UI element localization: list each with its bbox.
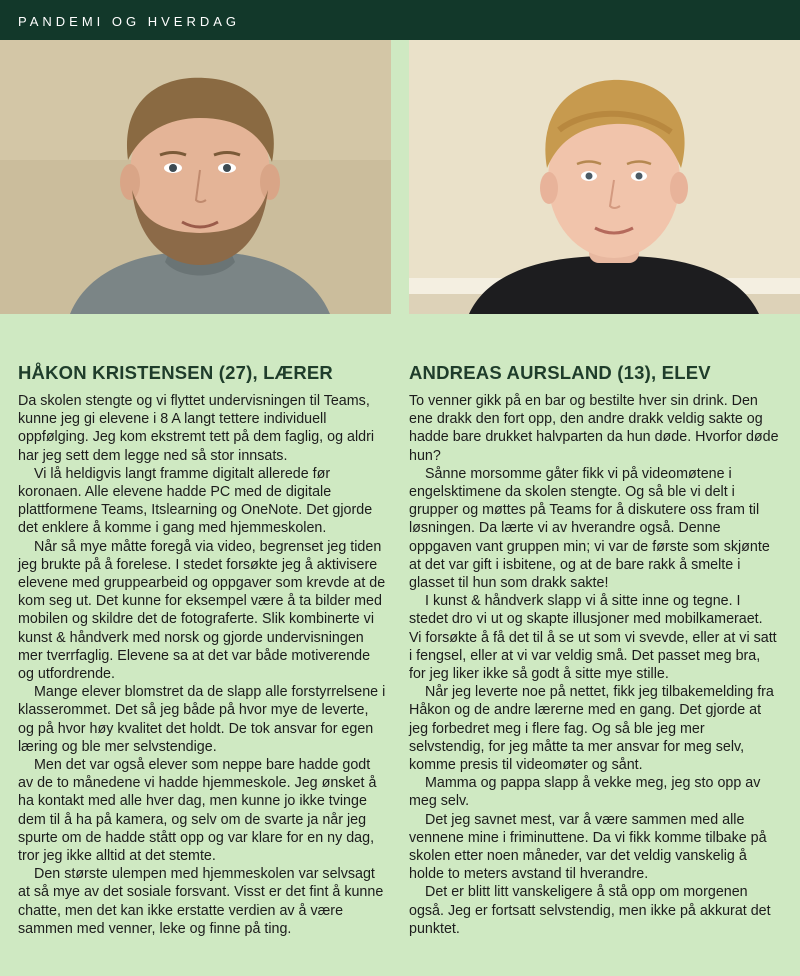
teacher-paragraph-3: Når så mye måtte foregå via video, begrenset jeg tiden jeg brukte på å forelese. I stedet forsøkte jeg å aktivisere elevene med gruppearbeid og oppgaver som krevde at de kom seg ut. Det kunne for eksempel være å ta bilder med mobilen og skildre det de fotograferte. Slik kombinerte vi kunst & håndverk med norsk og gjorde undervisningen mer tverrfaglig. Elevene sa at det var både motiverende og utfordrende. — [18, 538, 386, 683]
teacher-paragraph-6: Den største ulempen med hjemmeskolen var selvsagt at så mye av det sosiale forsvant. Visst er det fint å kunne chatte, men det kan ikke erstatte verdien av å være sammen med venner, leke og finne på ting. — [18, 866, 384, 937]
student-paragraph-4: Når jeg leverte noe på nettet, fikk jeg tilbakemelding fra Håkon og de andre lærerne med en gang. Det gjorde at jeg forbedret meg i flere fag. Og så ble jeg mer selvstendig, for jeg måtte ta mer ansvar for meg selv, komme presis til videomøter og sånt. — [409, 684, 774, 774]
teacher-portrait-photo — [0, 40, 391, 314]
teacher-article-column — [18, 362, 388, 938]
student-paragraph-3: I kunst & håndverk slapp vi å sitte inne og tegne. I stedet dro vi ut og skapte illusjoner med mobilkameraet. Vi forsøkte å få det til å se ut som vi svevde, eller at vi satt i fengsel, eller at vi var veldig små. Det passet meg bra, for jeg liker ikke så godt å sitte mye stille. — [409, 593, 777, 683]
student-paragraph-6: Det jeg savnet mest, var å være sammen med alle vennene mine i friminuttene. Da vi fikk komme tilbake på skolen etter noen måneder, var det veldig vanskelig å holde to meters avstand til hverandre. — [409, 811, 767, 883]
student-paragraph-2: Sånne morsomme gåter fikk vi på videomøtene i engelsktimene da skolen stengte. Og så ble vi delt i grupper og møttes på Teams for å diskutere oss fram til løsningen. Da lærte vi av hverandre også. Denne oppgaven vant gruppen min; vi var de første som skjønte at det var gift i isbitene, og at de bare rakk å smelte i glasset til hun som drakk sakte! — [409, 465, 770, 592]
teacher-paragraph-4: Mange elever blomstret da de slapp alle forstyrrelsene i klasserommet. Det så jeg både på hvor mye de leverte, og på hvor høy kvalitet det holdt. De tok ansvar for egen læring og ble mer selvstendige. — [18, 684, 386, 755]
student-portrait-photo — [409, 40, 800, 314]
student-paragraph-1: To venner gikk på en bar og bestilte hver sin drink. Den ene drakk den fort opp, den andre drakk veldig sakte og hadde bare drukket halvparten da hun døde. Hvorfor døde hun? — [409, 393, 779, 464]
photo-gutter — [391, 40, 409, 314]
student-name-heading: ANDREAS AURSLAND (13), ELEV — [409, 362, 711, 383]
student-paragraph-7: Det er blitt litt vanskeligere å stå opp om morgenen også. Jeg er fortsatt selvstendig, men ikke på akkurat det punktet. — [409, 884, 771, 937]
section-header-bar — [0, 0, 800, 40]
teacher-name-heading: HÅKON KRISTENSEN (27), LÆRER — [18, 362, 333, 383]
teacher-paragraph-5: Men det var også elever som neppe bare hadde godt av de to månedene vi hadde hjemmeskole. Jeg ønsket å ha kontakt med alle hver dag, men kunne jo ikke tvinge dem til å ha på kamera, og selv om de svarte ja når jeg spurte om de hadde stått opp og var klare for en ny dag, tror jeg ikke alltid at det stemte. — [18, 757, 377, 865]
section-label: PANDEMI OG HVERDAG — [18, 14, 241, 29]
student-article-column — [409, 362, 779, 938]
teacher-paragraph-1: Da skolen stengte og vi flyttet undervisningen til Teams, kunne jeg gi elevene i 8 A langt tettere individuell oppfølging. Jeg kom ekstremt tett på dem faglig, og aldri har jeg sett dem legge ned så stor innsats. — [18, 393, 375, 464]
teacher-paragraph-2: Vi lå heldigvis langt framme digitalt allerede før koronaen. Alle elevene hadde PC med de digitale plattformene Teams, Itslearning og OneNote. Det gjorde det enklere å komme i gang med hjemmeskolen. — [18, 465, 373, 537]
student-portrait-illustration — [409, 40, 800, 314]
student-paragraph-5: Mamma og pappa slapp å vekke meg, jeg sto opp av meg selv. — [409, 775, 761, 810]
teacher-portrait-illustration — [0, 40, 391, 314]
